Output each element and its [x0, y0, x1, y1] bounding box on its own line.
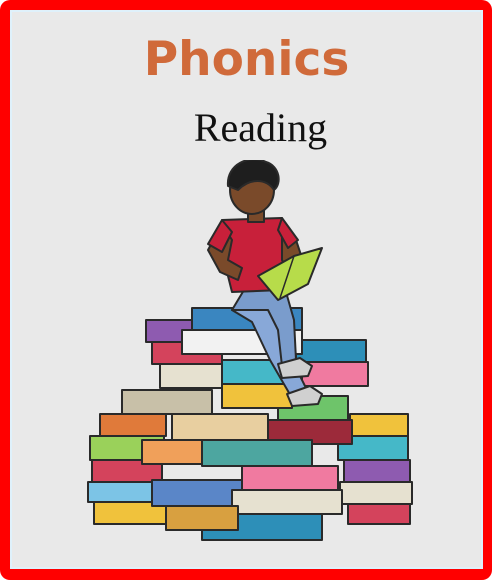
- card-title: Phonics: [143, 32, 350, 87]
- child-reading-on-books-icon: [82, 160, 422, 565]
- card-subtitle: Reading: [193, 105, 328, 150]
- card-inner-border: [10, 10, 483, 569]
- phonics-card[interactable]: [12, 12, 481, 567]
